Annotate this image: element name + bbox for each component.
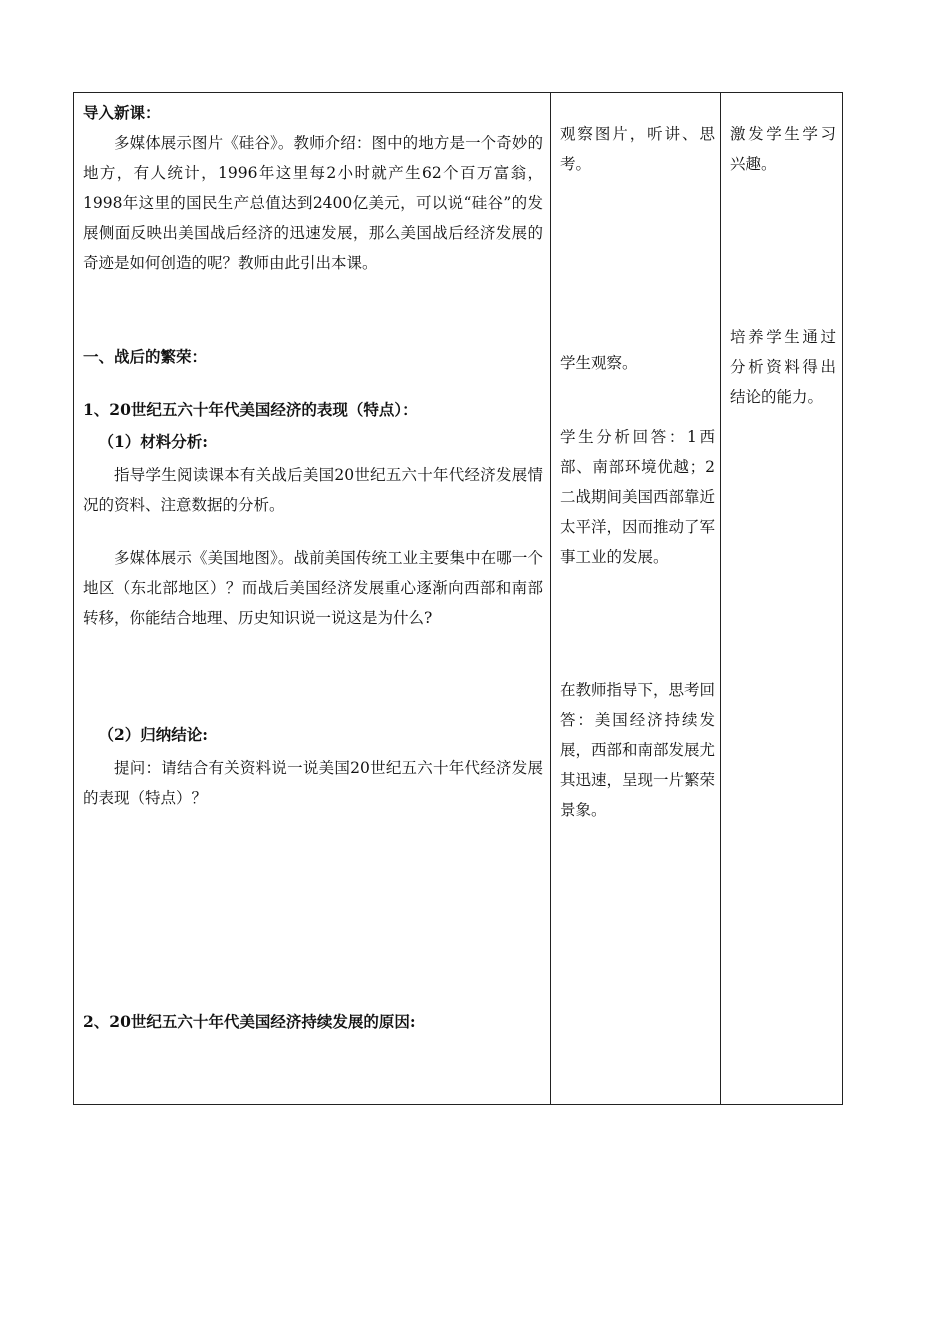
intro-text: 多媒体展示图片《硅谷》。教师介绍：图中的地方是一个奇妙的地方，有人统计，1996年这里每2小时就产生62个百万富翁，1998年这里的国民生产总值达到2400亿美元，可以说“硅谷”的发展侧面反映出美国战后经济的迅速发展，那么美国战后经济发展的奇迹是如何创造的呢？教师由此引出本课。 <box>83 134 543 272</box>
student-note-1: 观察图片，听讲、思考。 <box>560 125 715 173</box>
student-note-3: 学生分析回答：1西部、南部环境优越；2二战期间美国西部靠近太平洋，因而推动了军事工业的发展。 <box>560 428 716 566</box>
design-purpose-column <box>721 93 842 1104</box>
lesson-plan-table <box>73 92 843 1105</box>
sub2-text: 提问：请结合有关资料说一说美国20世纪五六十年代经济发展的表现（特点）？ <box>83 759 543 807</box>
student-activity-column <box>551 93 721 1104</box>
point2-heading: 2、20世纪五六十年代美国经济持续发展的原因: <box>83 1012 416 1031</box>
teacher-activity-column <box>74 93 551 1104</box>
section1-heading: 一、战后的繁荣： <box>83 347 208 366</box>
sub1-heading: （1）材料分析: <box>98 432 209 451</box>
purpose-note-2: 培养学生通过分析资料得出结论的能力。 <box>730 328 836 406</box>
student-note-2: 学生观察。 <box>560 354 638 372</box>
point1-heading: 1、20世纪五六十年代美国经济的表现（特点）： <box>83 400 418 419</box>
purpose-note-1: 激发学生学习兴趣。 <box>730 125 836 173</box>
student-note-4: 在教师指导下，思考回答：美国经济持续发展，西部和南部发展尤其迅速，呈现一片繁荣景象。 <box>560 681 716 819</box>
intro-heading: 导入新课： <box>83 103 161 122</box>
sub1-text: 指导学生阅读课本有关战后美国20世纪五六十年代经济发展情况的资料、注意数据的分析。 <box>83 466 543 514</box>
map-text: 多媒体展示《美国地图》。战前美国传统工业主要集中在哪一个地区（东北部地区）？而战后美国经济发展重心逐渐向西部和南部转移，你能结合地理、历史知识说一说这是为什么? <box>83 549 543 627</box>
sub2-heading: （2）归纳结论: <box>98 725 209 744</box>
